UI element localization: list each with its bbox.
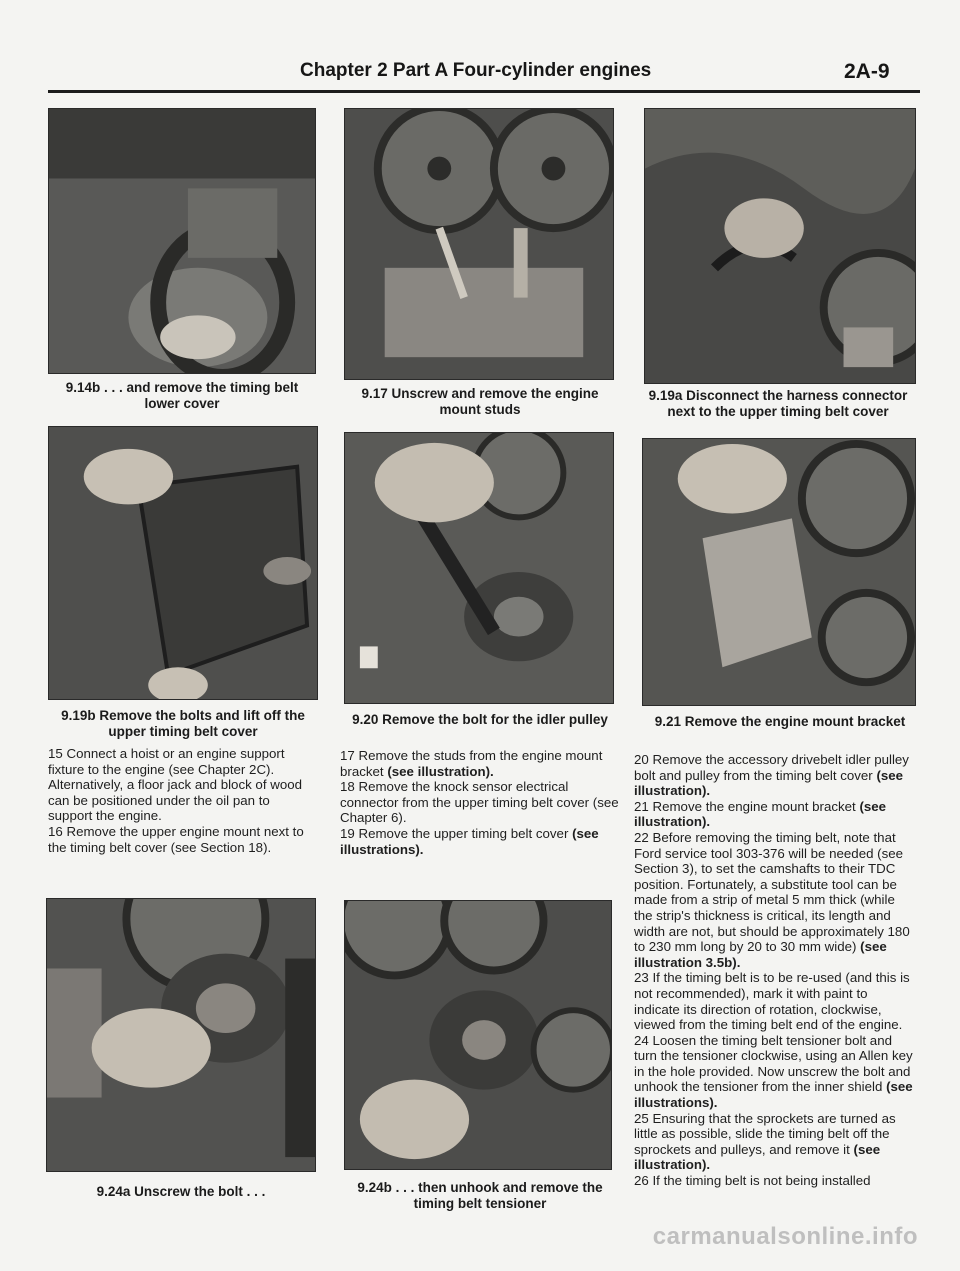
caption-9-20: 9.20 Remove the bolt for the idler pulley [352,712,608,727]
photo-9-24a [46,898,316,1172]
paragraph-24: 24 Loosen the timing belt tensioner bolt and turn the tensioner clockwise, using an Allen key in the hole provided. Now unscrew the bolt and unhook the tensioner from the inner shield (see illustrations). [634,1032,913,1111]
site-watermark: carmanualsonline.info [652,1223,918,1250]
caption-9-24b: 9.24b . . . then unhook and remove the timing belt tensioner [357,1180,603,1211]
paragraph-16: 16 Remove the upper engine mount next to the timing belt cover (see Section 18). [48,823,304,855]
photo-9-20 [344,432,614,704]
caption-9-19b: 9.19b Remove the bolts and lift off the upper timing belt cover [61,708,305,739]
paragraph-25: 25 Ensuring that the sprockets are turned as little as possible, slide the timing belt off the sprockets and pulleys, and remove it (see illustration). [634,1110,896,1173]
photo-9-21 [642,438,916,706]
page-number: 2A-9 [844,60,890,83]
caption-9-24a: 9.24a Unscrew the bolt . . . [96,1184,266,1199]
paragraph-22: 22 Before removing the timing belt, note that Ford service tool 303-376 will be needed (see Section 3), to set the camshafts to their TDC position. Fortunately, a substitute tool can be made from a strip of metal 5 mm thick (while the strip's thickness is critical, its length and width are not, but should be approximately 180 to 230 mm long by 20 to 30 mm wide) (see illustration 3.5b). [634,829,910,970]
photo-9-14b [48,108,316,374]
text-column-3 [634,752,914,1189]
photo-9-19a [644,108,916,384]
caption-9-14b: 9.14b . . . and remove the timing belt lower cover [65,380,299,411]
caption-9-21: 9.21 Remove the engine mount bracket [654,714,906,729]
paragraph-19: 19 Remove the upper timing belt cover (see illustrations). [340,825,599,857]
paragraph-21: 21 Remove the engine mount bracket (see illustration). [634,798,887,830]
paragraph-17: 17 Remove the studs from the engine mount bracket (see illustration). [340,748,603,779]
photo-9-24b [344,900,612,1170]
paragraph-18: 18 Remove the knock sensor electrical connector from the upper timing belt cover (see Chapter 6). [340,779,619,826]
text-column-1 [48,746,316,855]
text-column-2 [340,748,620,857]
photo-9-17 [344,108,614,380]
page-header-title: Chapter 2 Part A Four-cylinder engines [300,60,652,81]
paragraph-20: 20 Remove the accessory drivebelt idler pulley bolt and pulley from the timing belt cover (see illustration). [634,752,909,799]
photo-9-19b [48,426,318,700]
paragraph-15: 15 Connect a hoist or an engine support fixture to the engine (see Chapter 2C). Alternatively, a floor jack and block of wood can be positioned under the oil pan to support the engine. [48,746,303,824]
caption-9-17: 9.17 Unscrew and remove the engine mount studs [361,386,599,417]
caption-9-19a: 9.19a Disconnect the harness connector next to the upper timing belt cover [648,388,908,419]
paragraph-23: 23 If the timing belt is to be re-used (and this is not recommended), mark it with paint to indicate its direction of rotation, clockwise, viewed from the timing belt end of the engine. [634,970,910,1033]
paragraph-26: 26 If the timing belt is not being installed [634,1173,871,1189]
header-rule [48,90,920,93]
